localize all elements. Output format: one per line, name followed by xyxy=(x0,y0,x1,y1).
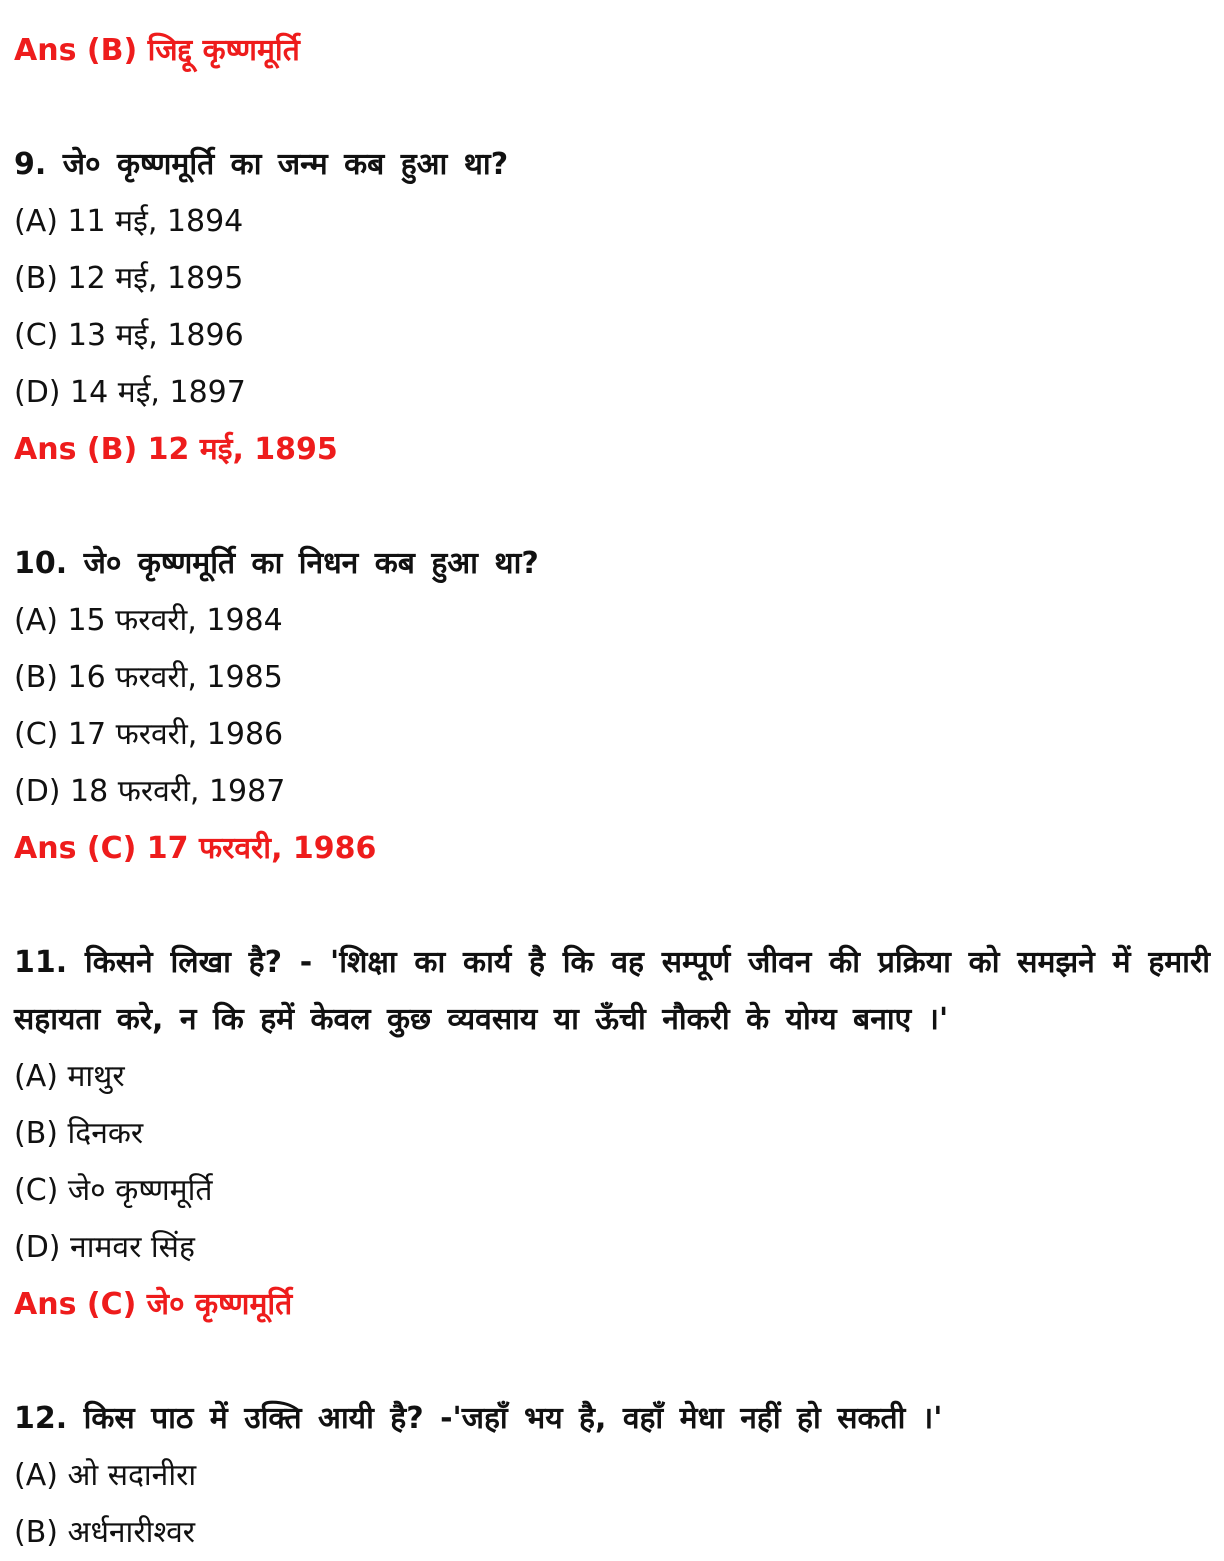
q11-option-d: (D) नामवर सिंह xyxy=(14,1230,195,1265)
answer-q11: Ans (C) जे० कृष्णमूर्ति xyxy=(14,1287,293,1322)
question-11: 11. किसने लिखा है? - 'शिक्षा का कार्य है कि वह सम्पूर्ण जीवन की प्रक्रिया को समझने में हमारी सहायता करे, न कि हमें केवल कुछ व्यवसाय या ऊँची नौकरी के योग्य बनाए ।' xyxy=(14,945,1210,1037)
q10-option-c: (C) 17 फरवरी, 1986 xyxy=(14,717,284,752)
spacer xyxy=(14,1333,1210,1390)
q9-option-c: (C) 13 मई, 1896 xyxy=(14,318,244,353)
q10-option-d: (D) 18 फरवरी, 1987 xyxy=(14,774,286,809)
question-10: 10. जे० कृष्णमूर्ति का निधन कब हुआ था? xyxy=(14,546,539,581)
spacer xyxy=(14,877,1210,934)
q12-option-b: (B) अर्धनारीश्वर xyxy=(14,1515,196,1550)
spacer xyxy=(14,478,1210,535)
q9-option-d: (D) 14 मई, 1897 xyxy=(14,375,246,410)
q11-option-b: (B) दिनकर xyxy=(14,1116,144,1151)
answer-q9: Ans (B) 12 मई, 1895 xyxy=(14,432,338,467)
q9-option-a: (A) 11 मई, 1894 xyxy=(14,204,244,239)
q10-option-b: (B) 16 फरवरी, 1985 xyxy=(14,660,283,695)
q10-option-a: (A) 15 फरवरी, 1984 xyxy=(14,603,283,638)
question-12: 12. किस पाठ में उक्ति आयी है? -'जहाँ भय है, वहाँ मेधा नहीं हो सकती ।' xyxy=(14,1401,943,1436)
spacer xyxy=(14,79,1210,136)
quiz-page xyxy=(14,22,1210,1561)
question-9: 9. जे० कृष्णमूर्ति का जन्म कब हुआ था? xyxy=(14,147,509,182)
answer-q8: Ans (B) जिद्दू कृष्णमूर्ति xyxy=(14,33,300,68)
q11-option-c: (C) जे० कृष्णमूर्ति xyxy=(14,1173,213,1208)
answer-q10: Ans (C) 17 फरवरी, 1986 xyxy=(14,831,377,866)
q12-option-a: (A) ओ सदानीरा xyxy=(14,1458,197,1493)
q11-option-a: (A) माथुर xyxy=(14,1059,125,1094)
q9-option-b: (B) 12 मई, 1895 xyxy=(14,261,244,296)
